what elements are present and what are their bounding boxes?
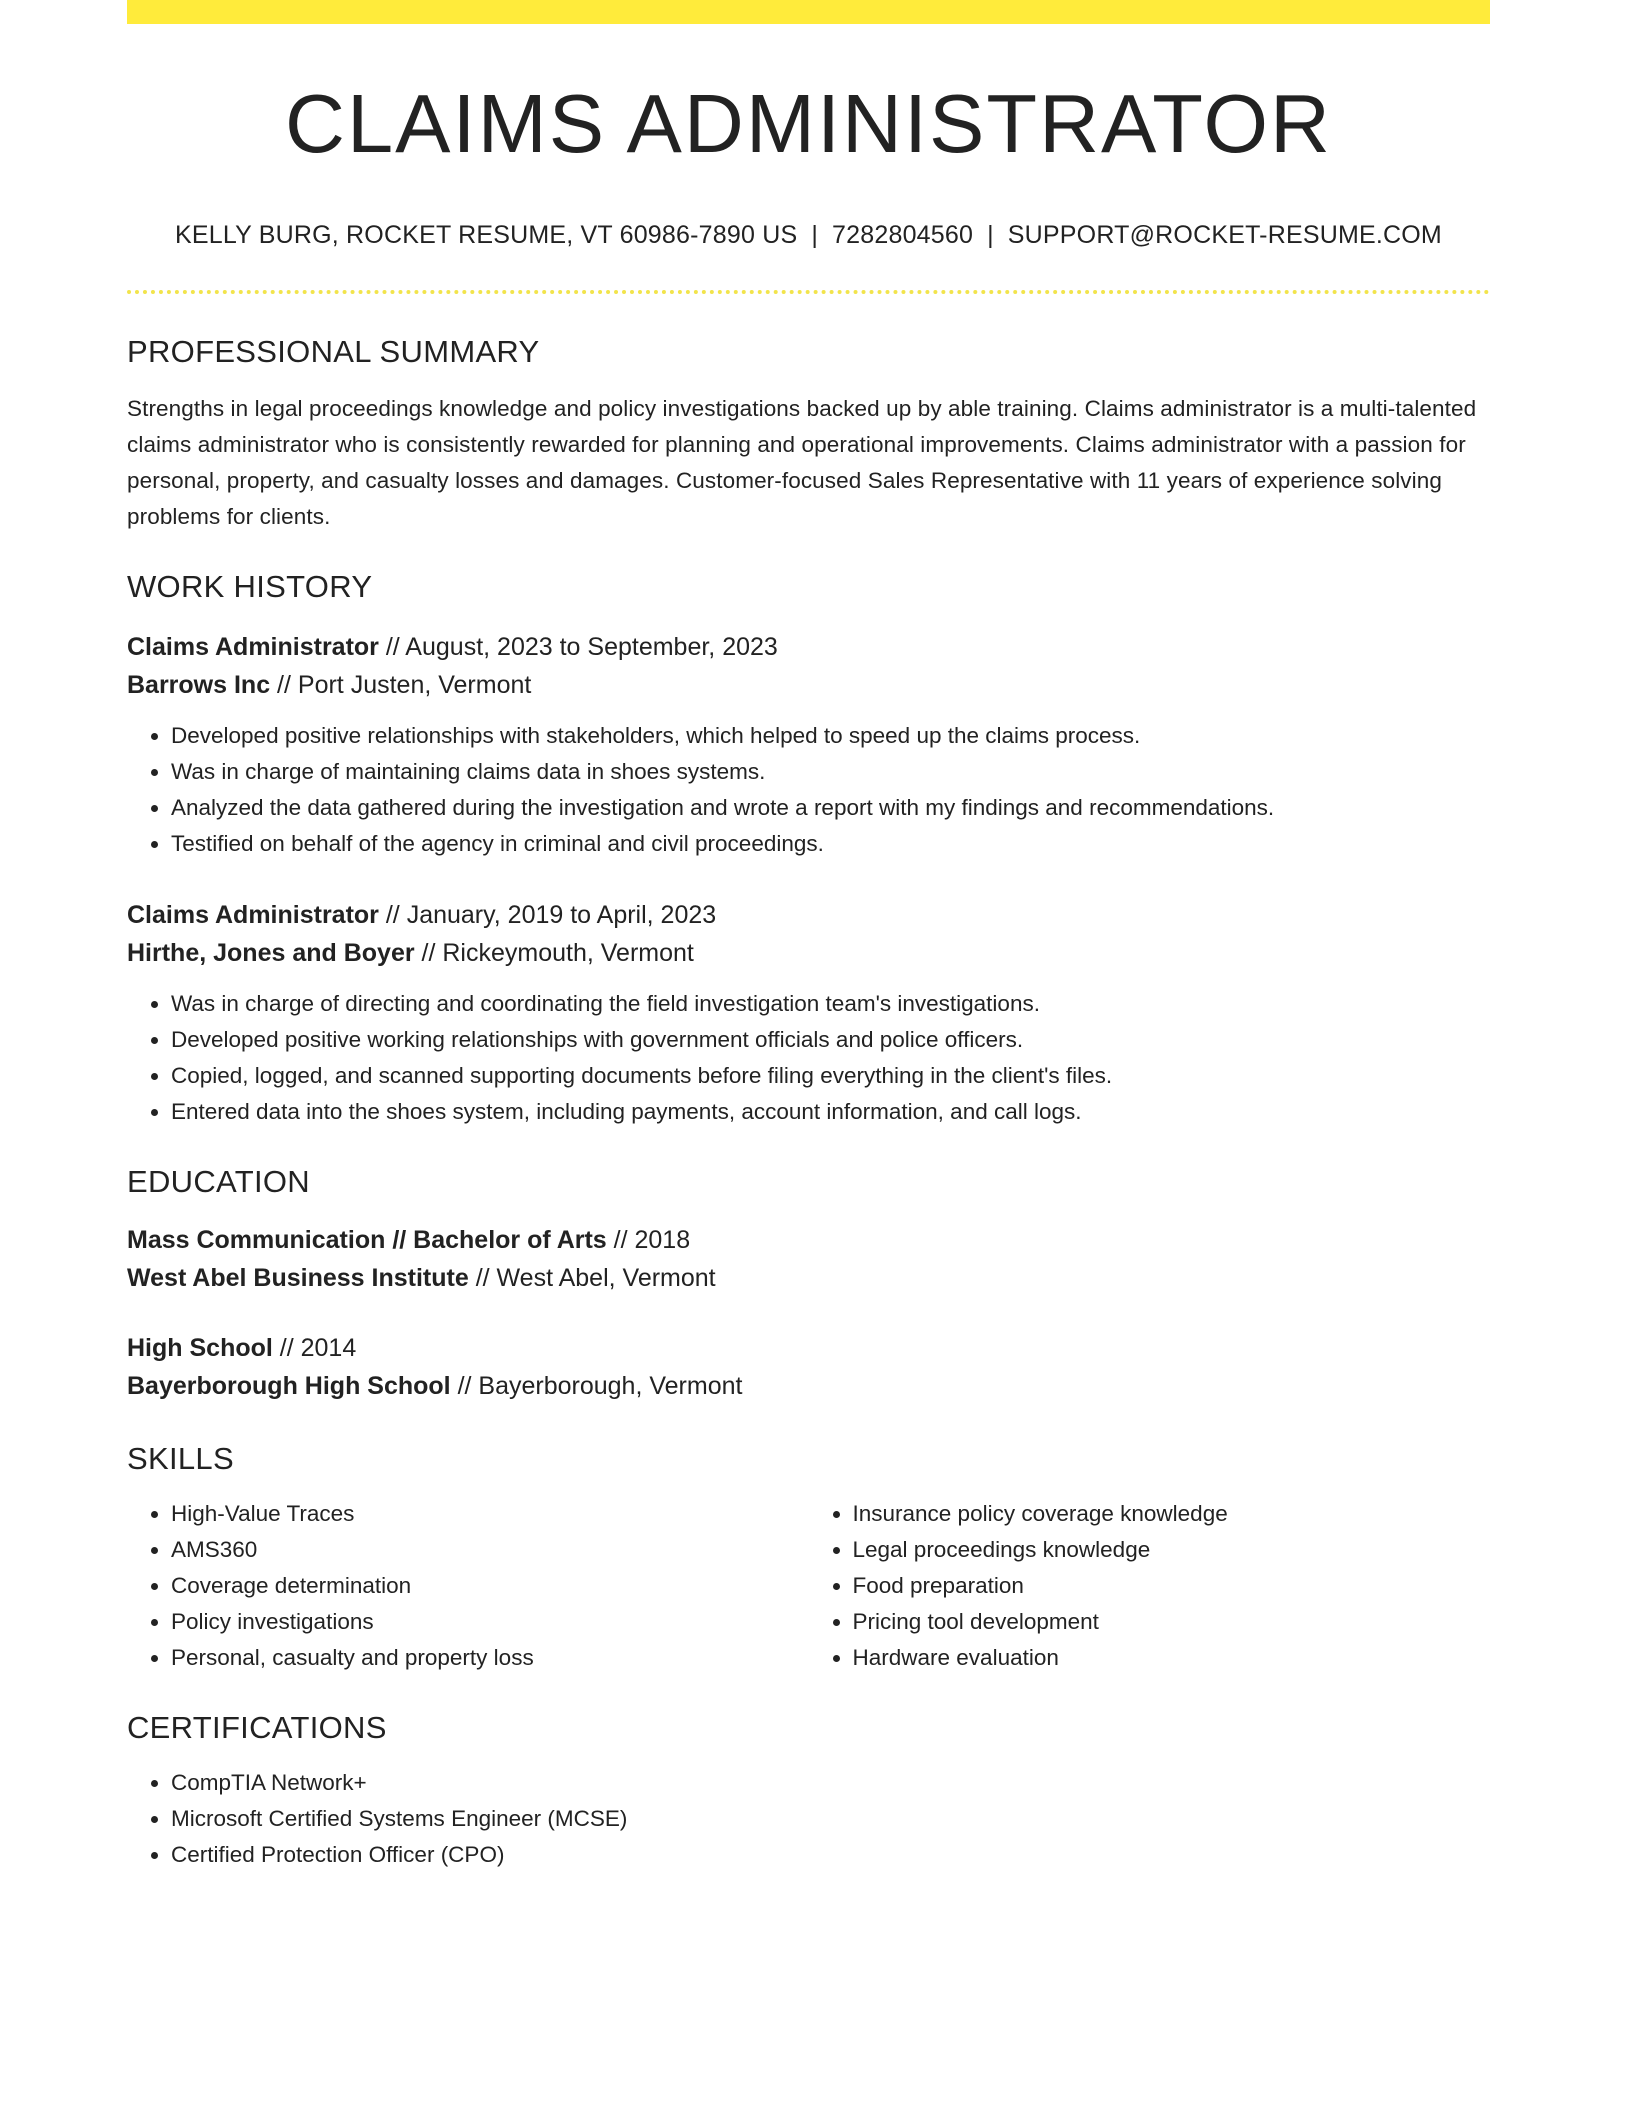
resume-title: CLAIMS ADMINISTRATOR bbox=[285, 77, 1332, 170]
contact-address: KELLY BURG, ROCKET RESUME, VT 60986-7890 US bbox=[175, 221, 798, 249]
education-school-line bbox=[127, 1367, 1490, 1405]
job-company: Hirthe, Jones and Boyer bbox=[127, 939, 415, 967]
top-accent-bar bbox=[127, 0, 1490, 24]
job-location: // Port Justen, Vermont bbox=[270, 671, 532, 699]
education-school: West Abel Business Institute bbox=[127, 1264, 469, 1292]
education-heading: EDUCATION bbox=[127, 1164, 310, 1199]
job-entry bbox=[127, 896, 1490, 1130]
work-history-heading: WORK HISTORY bbox=[127, 569, 373, 604]
skill-item: • High-Value Traces bbox=[171, 1496, 809, 1532]
list-item: • Testified on behalf of the agency in criminal and civil proceedings. bbox=[171, 826, 1490, 862]
skills-left-column bbox=[127, 1496, 809, 1676]
list-item: • Was in charge of maintaining claims data in shoes systems. bbox=[171, 754, 1490, 790]
education-degree-line bbox=[127, 1329, 1490, 1367]
skill-item: • AMS360 bbox=[171, 1532, 809, 1568]
job-title: Claims Administrator bbox=[127, 901, 379, 929]
resume-content bbox=[127, 24, 1490, 1873]
contact-separator: | bbox=[811, 221, 819, 249]
contact-phone: 7282804560 bbox=[832, 221, 974, 249]
skill-item: • Legal proceedings knowledge bbox=[853, 1532, 1491, 1568]
certification-item: • Certified Protection Officer (CPO) bbox=[171, 1837, 1490, 1873]
education-year: // 2018 bbox=[606, 1226, 691, 1254]
list-item: • Developed positive working relationships with government officials and police officers. bbox=[171, 1022, 1490, 1058]
job-entry bbox=[127, 628, 1490, 862]
summary-heading: PROFESSIONAL SUMMARY bbox=[127, 334, 540, 369]
job-title: Claims Administrator bbox=[127, 633, 379, 661]
education-year: // 2014 bbox=[272, 1334, 357, 1362]
job-bullets bbox=[127, 718, 1490, 862]
job-title-line bbox=[127, 628, 1490, 666]
list-item: • Developed positive relationships with stakeholders, which helped to speed up the claims process. bbox=[171, 718, 1490, 754]
skill-item: • Coverage determination bbox=[171, 1568, 809, 1604]
skills-right-column bbox=[809, 1496, 1491, 1676]
skills-grid bbox=[127, 1496, 1490, 1676]
education-degree: High School bbox=[127, 1334, 273, 1362]
job-bullets bbox=[127, 986, 1490, 1130]
contact-email: SUPPORT@ROCKET-RESUME.COM bbox=[1007, 221, 1442, 249]
skill-item: • Food preparation bbox=[853, 1568, 1491, 1604]
job-dates: // January, 2019 to April, 2023 bbox=[378, 901, 717, 929]
certifications-list bbox=[127, 1765, 1490, 1873]
list-item: • Was in charge of directing and coordinating the field investigation team's investigations. bbox=[171, 986, 1490, 1022]
education-degree-line bbox=[127, 1221, 1490, 1259]
skill-item: • Policy investigations bbox=[171, 1604, 809, 1640]
certification-item: • CompTIA Network+ bbox=[171, 1765, 1490, 1801]
certifications-heading: CERTIFICATIONS bbox=[127, 1710, 387, 1745]
job-company-line bbox=[127, 934, 1490, 972]
skill-item: • Personal, casualty and property loss bbox=[171, 1640, 809, 1676]
dotted-divider bbox=[127, 290, 1490, 294]
summary-text: Strengths in legal proceedings knowledge and policy investigations backed up by able training. Claims administrator is a multi-talented claims administrator who is consistently rewarded for planning and operational improvements. Claims administrator with a passion for personal, property, and casualty losses and damages. Customer-focused Sales Representative with 11 years of experience solving problems for clients. bbox=[127, 396, 1477, 529]
job-title-line bbox=[127, 896, 1490, 934]
skill-item: • Hardware evaluation bbox=[853, 1640, 1491, 1676]
job-dates: // August, 2023 to September, 2023 bbox=[378, 633, 778, 661]
skill-item: • Insurance policy coverage knowledge bbox=[853, 1496, 1491, 1532]
education-school-line bbox=[127, 1259, 1490, 1297]
education-entry bbox=[127, 1329, 1490, 1405]
education-degree: Mass Communication // Bachelor of Arts bbox=[127, 1226, 607, 1254]
certification-item: • Microsoft Certified Systems Engineer (MCSE) bbox=[171, 1801, 1490, 1837]
education-location: // West Abel, Vermont bbox=[468, 1264, 716, 1292]
contact-line bbox=[127, 223, 1490, 248]
job-location: // Rickeymouth, Vermont bbox=[414, 939, 694, 967]
job-company: Barrows Inc bbox=[127, 671, 271, 699]
job-company-line bbox=[127, 666, 1490, 704]
skill-item: • Pricing tool development bbox=[853, 1604, 1491, 1640]
education-location: // Bayerborough, Vermont bbox=[450, 1372, 743, 1400]
list-item: • Entered data into the shoes system, including payments, account information, and call logs. bbox=[171, 1094, 1490, 1130]
education-entry bbox=[127, 1221, 1490, 1297]
skills-heading: SKILLS bbox=[127, 1441, 234, 1476]
list-item: • Copied, logged, and scanned supporting documents before filing everything in the client's files. bbox=[171, 1058, 1490, 1094]
list-item: • Analyzed the data gathered during the investigation and wrote a report with my findings and recommendations. bbox=[171, 790, 1490, 826]
contact-separator: | bbox=[987, 221, 994, 249]
education-school: Bayerborough High School bbox=[127, 1372, 451, 1400]
